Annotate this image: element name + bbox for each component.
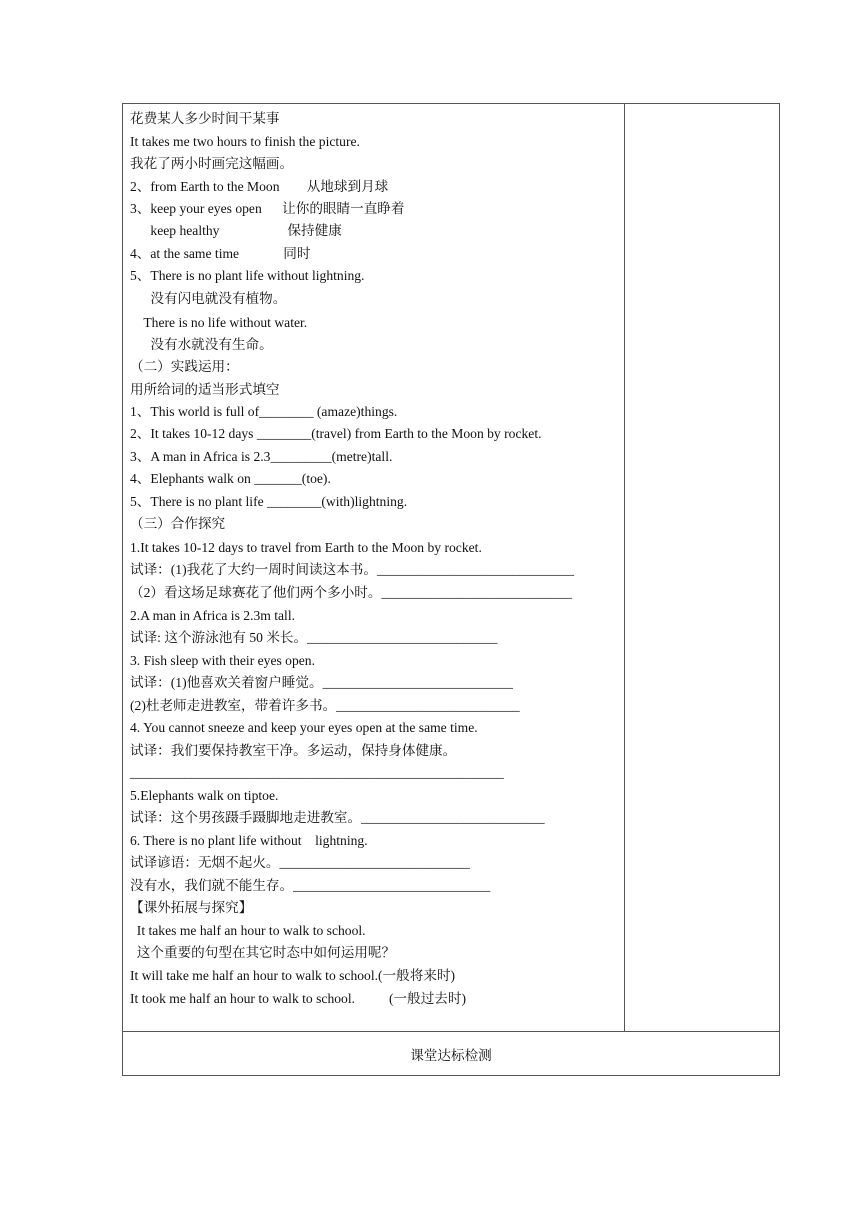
section-heading: （三）合作探究	[130, 516, 226, 531]
text-line: It takes me half an hour to walk to school.	[130, 923, 366, 938]
text-line: 3、keep your eyes open 让你的眼睛一直睁着	[130, 201, 405, 216]
text-line: _______________________________________________________	[130, 765, 504, 780]
text-line: 花费某人多少时间干某事	[130, 111, 280, 126]
text-line: 6. There is no plant life without lightning.	[130, 833, 368, 848]
exercise-item: 5、There is no plant life ________(with)lightning.	[130, 494, 408, 509]
text-line: 没有水就没有生命。	[130, 337, 273, 352]
text-line: keep healthy 保持健康	[130, 223, 342, 238]
text-line: 1.It takes 10-12 days to travel from Earth to the Moon by rocket.	[130, 540, 482, 555]
text-line: 试译谚语：无烟不起火。____________________________	[130, 855, 470, 870]
text-line: 没有闪电就没有植物。	[130, 291, 287, 306]
text-line: 4. You cannot sneeze and keep your eyes open at the same time.	[130, 720, 478, 735]
text-line: 我花了两小时画完这幅画。	[130, 156, 294, 171]
footer-title: 课堂达标检测	[410, 1048, 492, 1063]
text-line: 4、at the same time 同时	[130, 246, 311, 261]
section-heading: （二）实践运用：	[130, 359, 239, 374]
text-line: 试译：我们要保持教室干净。多运动，保持身体健康。	[130, 743, 457, 758]
text-line: 没有水，我们就不能生存。_____________________________	[130, 878, 491, 893]
text-line: 试译: 这个游泳池有 50 米长。____________________________	[130, 630, 498, 645]
text-line: There is no life without water.	[130, 315, 308, 330]
exercise-item: 4、Elephants walk on _______(toe).	[130, 471, 331, 486]
text-line: 5、There is no plant life without lightning.	[130, 268, 365, 283]
exercise-item: 2、It takes 10-12 days ________(travel) from Earth to the Moon by rocket.	[130, 426, 542, 441]
exercise-item: 3、A man in Africa is 2.3_________(metre)tall.	[130, 449, 393, 464]
lesson-table	[122, 103, 780, 1076]
text-line: 试译：(1)我花了大约一周时间读这本书。_____________________________	[130, 562, 575, 577]
text-line: 2、from Earth to the Moon 从地球到月球	[130, 179, 389, 194]
text-line: 试译：这个男孩蹑手蹑脚地走进教室。___________________________	[130, 810, 545, 825]
text-line: 用所给词的适当形式填空	[130, 382, 280, 397]
exercise-item: 1、This world is full of________ (amaze)things.	[130, 404, 398, 419]
section-heading: 【课外拓展与探究】	[130, 900, 253, 915]
text-line: （2）看这场足球赛花了他们两个多小时。____________________________	[130, 585, 572, 600]
text-line: 2.A man in Africa is 2.3m tall.	[130, 608, 295, 623]
column-divider	[624, 104, 625, 1031]
text-line: 这个重要的句型在其它时态中如何运用呢？	[130, 945, 396, 960]
text-line: (2)杜老师走进教室，带着许多书。___________________________	[130, 698, 520, 713]
text-line: 5.Elephants walk on tiptoe.	[130, 788, 279, 803]
text-line: It will take me half an hour to walk to school.(一般将来时)	[130, 968, 456, 983]
text-line: 3. Fish sleep with their eyes open.	[130, 653, 315, 668]
text-line: 试译：(1)他喜欢关着窗户睡觉。____________________________	[130, 675, 513, 690]
text-line: It takes me two hours to finish the picture.	[130, 134, 360, 149]
text-line: It took me half an hour to walk to school. (一般过去时)	[130, 991, 467, 1006]
